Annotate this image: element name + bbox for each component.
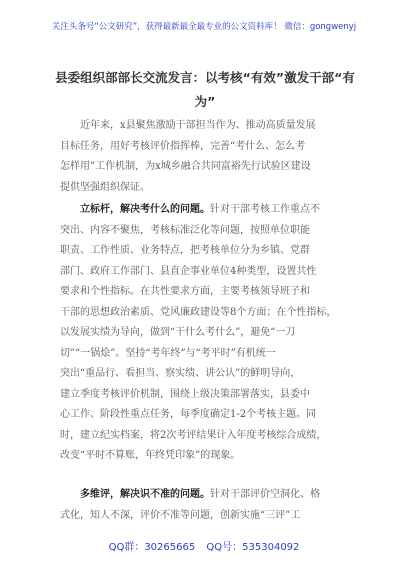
title-line-2: 为” bbox=[194, 94, 216, 109]
qq-group-text: QQ群：30265665 bbox=[108, 542, 196, 553]
section-2-lead: 多维评，解决识不准的问题。 bbox=[80, 489, 210, 500]
section-1-lead-rest: 针对干部考核工作重点不 bbox=[210, 204, 320, 215]
section-2-lead-rest: 针对干部评价空洞化、格 bbox=[210, 489, 320, 500]
section-1-line: 要求和个性指标。在共性要求方面，主要考核领导班子和 bbox=[60, 286, 310, 297]
section-1-first-line bbox=[60, 200, 358, 221]
section-2-first-line bbox=[60, 485, 358, 506]
section-1-line: 部门、政府工作部门、县直企事业单位4种类型，设置共性 bbox=[60, 265, 317, 277]
intro-line: 提供坚强组织保证。 bbox=[60, 181, 150, 193]
section-2-paragraph bbox=[60, 485, 358, 526]
section-1-line: 心工作、阶段性重点任务，每季度确定1-2个考核主题。同 bbox=[60, 409, 317, 420]
footer-contact bbox=[0, 538, 408, 553]
section-1-line: 切”“一锅烩”。坚持“考年终”与“考平时”有机统一 bbox=[60, 347, 276, 359]
section-1-lead: 立标杆，解决考什么的问题。 bbox=[80, 204, 210, 215]
document-title bbox=[40, 66, 370, 114]
section-1-paragraph bbox=[60, 200, 358, 467]
qq-number-text: QQ号：535304092 bbox=[206, 542, 300, 553]
intro-paragraph bbox=[60, 116, 358, 198]
section-1-line: 干部的思想政治素质、党风廉政建设等8个方面；在个性指标， bbox=[60, 306, 337, 318]
section-1-line: 以发展实绩为导向，做到“干什么考什么”，避免“一刀 bbox=[60, 327, 296, 338]
section-1-line: 职责、工作性质、业务特点，把考核单位分为乡镇、党群 bbox=[60, 245, 310, 256]
section-1-line: 时，建立纪实档案，将2次考评结果计入年度考核综合成绩， bbox=[60, 429, 327, 441]
section-1-line: 建立季度考核评价机制，围绕上级决策部署落实，县委中 bbox=[60, 388, 310, 400]
intro-line: 目标任务，用好考核评价指挥棒，完善“考什么、怎么考 bbox=[60, 140, 306, 152]
intro-line: 怎样用”工作机制，为x城乡融合共同富裕先行试验区建设 bbox=[60, 161, 311, 172]
section-1-line: 改变“平时不算账，年终凭印象”的现象。 bbox=[60, 450, 241, 461]
section-1-line: 突出、内容不聚焦，考核标准泛化等问题，按照单位职能 bbox=[60, 224, 310, 236]
header-notice: 关注头条号“公文研究”，获得最新最全最专业的公文资料库！ 微信：gongwenyj bbox=[51, 22, 357, 32]
section-1-line: 突出“重品行、看担当、察实绩、讲公认”的鲜明导向， bbox=[60, 368, 301, 379]
title-line-1: 县委组织部部长交流发言：以考核“有效”激发干部“有 bbox=[55, 70, 355, 85]
intro-line: 近年来，x县聚焦激励干部担当作为、推动高质量发展 bbox=[80, 120, 316, 131]
section-2-line: 式化，知人不深，评价不准等问题，创新实施“三评”工 bbox=[60, 509, 301, 521]
